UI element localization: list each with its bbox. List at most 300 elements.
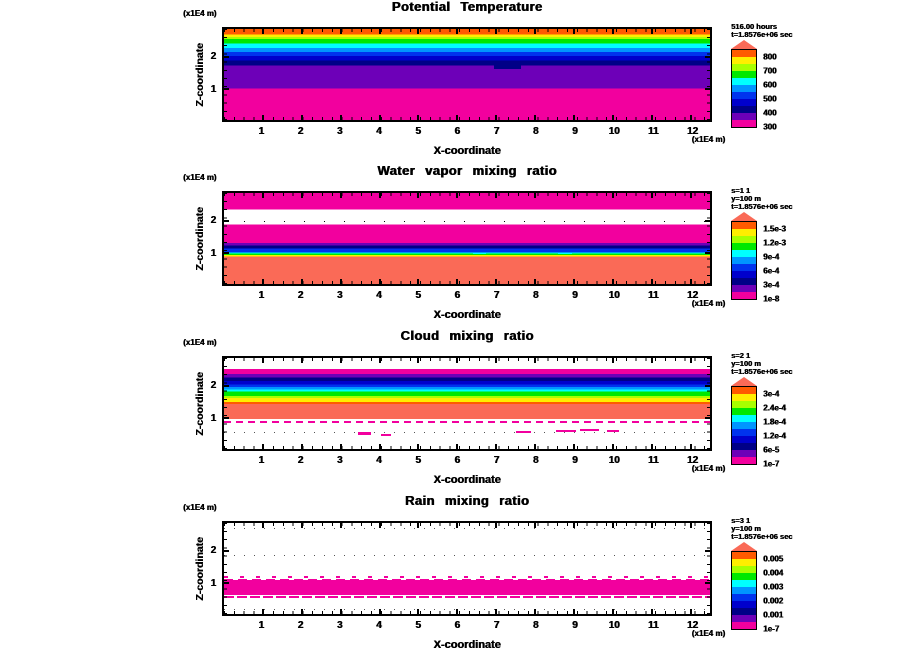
z-tick-label: 1 [210, 248, 216, 260]
z-major-tick [705, 88, 710, 90]
contour-feature-rect [358, 432, 372, 435]
colorbar-box [732, 292, 756, 299]
x-tick-label: 3 [336, 455, 343, 466]
x-major-tick [534, 358, 536, 363]
x-tick-label: 3 [336, 290, 343, 301]
colorbar-annotation-line: t=1.8576e+06 sec [731, 532, 793, 541]
x-tick-label: 7 [493, 455, 500, 466]
x-axis-unit-label: (x1E4 m) [691, 299, 725, 308]
x-tick-label: 11 [647, 290, 659, 301]
x-major-tick [651, 444, 653, 449]
plot-area [222, 356, 712, 451]
x-major-tick [301, 279, 303, 284]
x-major-tick [340, 523, 342, 528]
x-major-tick [379, 279, 381, 284]
x-tick-label: 3 [336, 620, 343, 631]
panel-water-vapor-mixing-ratio [0, 164, 904, 328]
plot-area [222, 191, 712, 286]
x-tick-label: 1 [258, 126, 264, 137]
colorbar-box [732, 278, 756, 285]
z-major-tick [224, 252, 229, 254]
x-tick-label: 8 [532, 290, 539, 301]
z-major-tick [705, 417, 710, 419]
x-major-tick [495, 279, 497, 284]
colorbar-box [732, 580, 756, 587]
x-major-tick [612, 523, 614, 528]
x-major-tick [573, 279, 575, 284]
minor-ticks-right [707, 29, 710, 120]
x-major-tick [573, 358, 575, 363]
x-major-tick [495, 358, 497, 363]
x-major-tick [573, 29, 575, 34]
colorbar-level-label: 0.005 [763, 554, 784, 564]
colorbar-box [732, 64, 756, 71]
x-major-tick [612, 444, 614, 449]
x-major-tick [262, 193, 264, 198]
colorbar-level-label: 700 [763, 66, 777, 76]
minor-ticks-left [224, 29, 227, 120]
x-major-tick [379, 523, 381, 528]
contour-feature-dotted-h [224, 528, 710, 529]
contour-feature-rect [516, 431, 532, 434]
x-major-tick [417, 29, 419, 34]
x-axis-label: X-coordinate [433, 309, 501, 321]
colorbar-box [732, 271, 756, 278]
colorbar-box [732, 264, 756, 271]
x-major-tick [340, 609, 342, 614]
x-major-tick [456, 193, 458, 198]
x-tick-label: 8 [532, 620, 539, 631]
minor-ticks-top [224, 29, 710, 32]
colorbar-box [732, 422, 756, 429]
minor-ticks-bottom [224, 446, 710, 449]
x-tick-label: 11 [647, 620, 659, 631]
x-major-tick [495, 609, 497, 614]
z-major-tick [705, 220, 710, 222]
colorbar [731, 22, 901, 132]
x-tick-label: 12 [686, 290, 698, 301]
plot-area [222, 27, 712, 122]
x-tick-label: 5 [415, 620, 421, 631]
x-major-tick [417, 444, 419, 449]
z-tick-label: 1 [210, 578, 216, 590]
x-major-tick [690, 444, 692, 449]
colorbar-level-label: 800 [763, 52, 777, 62]
colorbar-box [732, 394, 756, 401]
colorbar-box [732, 552, 756, 559]
panel-potential-temperature [0, 0, 904, 164]
minor-ticks-top [224, 358, 710, 361]
colorbar-box [732, 594, 756, 601]
x-major-tick [573, 523, 575, 528]
panel-title: Rain mixing ratio [404, 493, 530, 508]
colorbar-level-label: 0.002 [763, 596, 784, 606]
x-major-tick [495, 193, 497, 198]
colorbar-box [732, 250, 756, 257]
z-major-tick [224, 56, 229, 58]
colorbar-box [732, 106, 756, 113]
contour-feature-dotted-h [224, 221, 710, 222]
colorbar-box [732, 436, 756, 443]
z-axis-unit-label: (x1E4 m) [183, 338, 217, 347]
z-axis-label: Z-coordinate [193, 206, 206, 271]
minor-ticks-right [707, 523, 710, 614]
colorbar-annotation-line: 516.00 hours [731, 22, 777, 31]
colorbar-annotation-line: s=1 1 [731, 186, 750, 195]
colorbar-level-label: 500 [763, 94, 777, 104]
x-major-tick [456, 523, 458, 528]
contour-feature-rect [607, 430, 619, 433]
colorbar-stack [731, 551, 757, 630]
colorbar-box [732, 415, 756, 422]
colorbar-annotation-line: y=100 m [731, 524, 761, 533]
colorbar-level-label: 1.5e-3 [763, 224, 786, 234]
z-axis-unit-label: (x1E4 m) [183, 9, 217, 18]
x-major-tick [612, 358, 614, 363]
colorbar-overflow-triangle [731, 542, 757, 551]
x-major-tick [262, 115, 264, 120]
contour-feature-dashed-h [224, 579, 710, 581]
colorbar-annotation-line: t=1.8576e+06 sec [731, 30, 793, 39]
x-major-tick [495, 523, 497, 528]
x-tick-label: 6 [454, 620, 460, 631]
colorbar-scale [731, 212, 901, 304]
x-major-tick [379, 609, 381, 614]
colorbar-box [732, 615, 756, 622]
x-tick-label: 5 [415, 126, 421, 137]
x-major-tick [651, 279, 653, 284]
x-major-tick [534, 279, 536, 284]
x-tick-label: 11 [647, 455, 659, 466]
colorbar-level-label: 0.004 [763, 568, 784, 578]
x-tick-label: 7 [493, 620, 500, 631]
x-major-tick [690, 193, 692, 198]
colorbar-level-label: 6e-5 [763, 445, 780, 455]
colorbar-box [732, 99, 756, 106]
colorbar-box [732, 57, 756, 64]
x-major-tick [690, 29, 692, 34]
colorbar-annotation-line: s=2 1 [731, 351, 750, 360]
x-tick-label: 9 [572, 620, 578, 631]
colorbar-box [732, 229, 756, 236]
x-tick-label: 3 [336, 126, 343, 137]
colorbar-box [732, 236, 756, 243]
x-major-tick [301, 523, 303, 528]
minor-ticks-right [707, 358, 710, 449]
x-major-tick [651, 609, 653, 614]
contour-feature-rect [556, 430, 575, 433]
x-axis-label: X-coordinate [433, 474, 501, 486]
colorbar-box [732, 587, 756, 594]
colorbar-level-label: 2.4e-4 [763, 403, 786, 413]
colorbar-box [732, 85, 756, 92]
x-major-tick [456, 115, 458, 120]
colorbar-overflow-triangle [731, 377, 757, 386]
x-major-tick [417, 193, 419, 198]
x-axis-unit-label: (x1E4 m) [691, 135, 725, 144]
x-major-tick [651, 358, 653, 363]
colorbar-scale [731, 542, 901, 634]
colorbar-box [732, 113, 756, 120]
colorbar-box [732, 92, 756, 99]
colorbar-level-label: 300 [763, 122, 777, 132]
x-tick-label: 12 [686, 126, 698, 137]
colorbar-box [732, 566, 756, 573]
x-tick-label: 9 [572, 455, 578, 466]
contour-overlays [224, 29, 710, 120]
x-major-tick [340, 29, 342, 34]
contour-feature-rect [580, 429, 599, 432]
z-major-tick [224, 88, 229, 90]
x-major-tick [534, 523, 536, 528]
z-axis-label: Z-coordinate [193, 42, 206, 107]
x-major-tick [379, 29, 381, 34]
z-axis-unit-label: (x1E4 m) [183, 173, 217, 182]
x-tick-label: 6 [454, 290, 460, 301]
panel-cloud-mixing-ratio [0, 329, 904, 493]
colorbar-annotation-line: t=1.8576e+06 sec [731, 367, 793, 376]
contour-feature-dashed-h [224, 421, 710, 423]
colorbar-scale [731, 377, 901, 469]
x-major-tick [301, 115, 303, 120]
colorbar-box [732, 243, 756, 250]
colorbar-box [732, 408, 756, 415]
x-major-tick [612, 29, 614, 34]
x-major-tick [690, 279, 692, 284]
x-major-tick [651, 29, 653, 34]
contour-feature-dashed-h [224, 596, 710, 598]
x-tick-label: 1 [258, 290, 264, 301]
x-tick-label: 5 [415, 455, 421, 466]
colorbar-box [732, 559, 756, 566]
colorbar-level-label: 6e-4 [763, 266, 780, 276]
x-major-tick [456, 29, 458, 34]
colorbar-box [732, 608, 756, 615]
x-tick-label: 2 [297, 290, 304, 301]
x-major-tick [417, 115, 419, 120]
colorbar-stack [731, 221, 757, 300]
x-major-tick [417, 523, 419, 528]
colorbar-box [732, 50, 756, 57]
x-tick-label: 5 [415, 290, 421, 301]
x-major-tick [573, 444, 575, 449]
minor-ticks-left [224, 358, 227, 449]
contour-feature-dotted-h [224, 432, 710, 433]
colorbar-box [732, 622, 756, 629]
colorbar-box [732, 443, 756, 450]
contour-overlays [224, 523, 710, 614]
x-tick-label: 4 [376, 620, 382, 631]
x-tick-label: 4 [376, 126, 382, 137]
contour-overlays [224, 358, 710, 449]
x-major-tick [262, 523, 264, 528]
x-tick-label: 6 [454, 126, 460, 137]
colorbar-box [732, 71, 756, 78]
z-tick-label: 2 [210, 545, 216, 557]
colorbar-box [732, 401, 756, 408]
x-tick-label: 4 [376, 455, 382, 466]
x-major-tick [534, 609, 536, 614]
x-tick-label: 9 [572, 290, 578, 301]
x-tick-label: 8 [532, 455, 539, 466]
panel-title: Cloud mixing ratio [400, 328, 534, 343]
z-major-tick [224, 385, 229, 387]
contour-feature-dashed-h [224, 576, 710, 578]
x-major-tick [379, 358, 381, 363]
z-major-tick [705, 582, 710, 584]
x-tick-label: 10 [608, 455, 620, 466]
colorbar-annotations [731, 352, 901, 376]
colorbar-level-label: 400 [763, 108, 777, 118]
x-major-tick [262, 358, 264, 363]
minor-ticks-left [224, 523, 227, 614]
x-major-tick [690, 358, 692, 363]
x-tick-label: 11 [647, 126, 659, 137]
x-major-tick [690, 609, 692, 614]
x-tick-label: 10 [608, 620, 620, 631]
colorbar-box [732, 78, 756, 85]
x-major-tick [301, 358, 303, 363]
x-major-tick [612, 609, 614, 614]
x-tick-label: 10 [608, 290, 620, 301]
x-major-tick [534, 29, 536, 34]
minor-ticks-top [224, 193, 710, 196]
x-major-tick [379, 444, 381, 449]
z-tick-label: 1 [210, 84, 216, 96]
z-major-tick [705, 56, 710, 58]
x-major-tick [340, 279, 342, 284]
x-major-tick [534, 115, 536, 120]
colorbar-overflow-triangle [731, 40, 757, 49]
colorbar-overflow-triangle [731, 212, 757, 221]
x-axis-unit-label: (x1E4 m) [691, 464, 725, 473]
x-major-tick [573, 609, 575, 614]
contour-feature-dotted-h [224, 555, 710, 556]
x-major-tick [495, 444, 497, 449]
x-tick-label: 7 [493, 290, 500, 301]
x-major-tick [262, 29, 264, 34]
x-major-tick [612, 279, 614, 284]
x-major-tick [690, 523, 692, 528]
x-major-tick [340, 193, 342, 198]
x-axis-label: X-coordinate [433, 145, 501, 157]
z-major-tick [224, 417, 229, 419]
x-major-tick [301, 444, 303, 449]
x-major-tick [301, 29, 303, 34]
x-major-tick [262, 444, 264, 449]
x-tick-label: 2 [297, 620, 304, 631]
colorbar-annotation-line: y=100 m [731, 194, 761, 203]
x-tick-label: 1 [258, 620, 264, 631]
contour-overlays [224, 193, 710, 284]
minor-ticks-bottom [224, 611, 710, 614]
z-major-tick [224, 220, 229, 222]
x-major-tick [612, 193, 614, 198]
colorbar [731, 186, 901, 304]
x-major-tick [534, 193, 536, 198]
panel-title: Water vapor mixing ratio [377, 163, 557, 178]
colorbar-level-label: 1e-7 [763, 624, 780, 634]
colorbar-level-label: 1.2e-4 [763, 431, 786, 441]
colorbar-box [732, 601, 756, 608]
x-tick-label: 8 [532, 126, 539, 137]
x-major-tick [573, 115, 575, 120]
colorbar-box [732, 120, 756, 127]
x-major-tick [573, 193, 575, 198]
colorbar-stack [731, 49, 757, 128]
x-tick-label: 12 [686, 620, 698, 631]
x-tick-label: 12 [686, 455, 698, 466]
x-major-tick [456, 279, 458, 284]
x-axis-label: X-coordinate [433, 639, 501, 651]
plot-area [222, 521, 712, 616]
minor-ticks-top [224, 523, 710, 526]
colorbar-box [732, 450, 756, 457]
colorbar-level-label: 1e-7 [763, 459, 780, 469]
minor-ticks-right [707, 193, 710, 284]
minor-ticks-left [224, 193, 227, 284]
x-major-tick [379, 115, 381, 120]
x-tick-label: 4 [376, 290, 382, 301]
contour-feature-rect [381, 434, 391, 437]
x-major-tick [456, 358, 458, 363]
x-major-tick [262, 609, 264, 614]
colorbar-box [732, 257, 756, 264]
colorbar-scale [731, 40, 901, 132]
colorbar-level-label: 0.003 [763, 582, 784, 592]
x-major-tick [301, 609, 303, 614]
x-major-tick [495, 115, 497, 120]
x-major-tick [651, 193, 653, 198]
colorbar-level-label: 600 [763, 80, 777, 90]
x-tick-label: 1 [258, 455, 264, 466]
colorbar-box [732, 457, 756, 464]
colorbar-level-label: 1.8e-4 [763, 417, 786, 427]
colorbar-level-label: 0.001 [763, 610, 784, 620]
x-major-tick [417, 358, 419, 363]
x-major-tick [651, 115, 653, 120]
colorbar [731, 351, 901, 469]
x-major-tick [340, 358, 342, 363]
contour-feature-rect [224, 580, 710, 594]
x-tick-label: 9 [572, 126, 578, 137]
x-major-tick [340, 115, 342, 120]
x-tick-label: 2 [297, 126, 304, 137]
panel-rain-mixing-ratio [0, 494, 904, 654]
z-major-tick [705, 385, 710, 387]
colorbar-level-label: 9e-4 [763, 252, 780, 262]
x-major-tick [417, 609, 419, 614]
colorbar-level-label: 1.2e-3 [763, 238, 786, 248]
x-tick-label: 7 [493, 126, 500, 137]
x-major-tick [495, 29, 497, 34]
z-tick-label: 1 [210, 413, 216, 425]
x-major-tick [379, 193, 381, 198]
colorbar-level-label: 3e-4 [763, 389, 780, 399]
x-axis-unit-label: (x1E4 m) [691, 629, 725, 638]
colorbar-box [732, 429, 756, 436]
x-tick-label: 6 [454, 455, 460, 466]
z-axis-unit-label: (x1E4 m) [183, 503, 217, 512]
z-axis-label: Z-coordinate [193, 536, 206, 601]
colorbar-annotation-line: s=3 1 [731, 516, 750, 525]
colorbar-box [732, 573, 756, 580]
contour-feature-rect [473, 253, 487, 255]
minor-ticks-bottom [224, 281, 710, 284]
x-major-tick [534, 444, 536, 449]
colorbar-box [732, 222, 756, 229]
colorbar-annotations [731, 187, 901, 211]
